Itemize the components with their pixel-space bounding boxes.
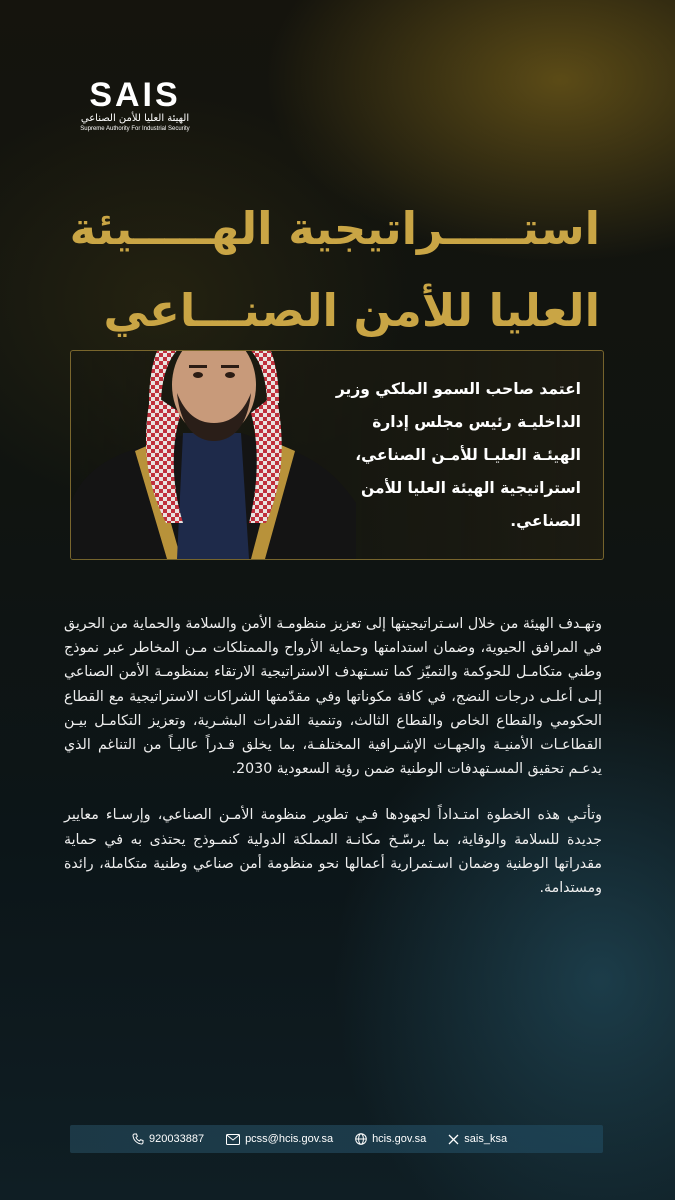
- body-paragraph-1: وتهـدف الهيئة من خلال اسـتراتيجيتها إلى تعزيز منظومـة الأمن والسلامة والحماية من الحريق في المرافق الحيوية، وضمان استدامتها وحماية الأرواح والممتلكات مـن المخاطر عبر نموذج وطني متكامـل للحوكمة والتميّز كما تسـتهدف الاستراتيجية الارتقاء بمنظومـة الأمن الصناعي إلـى أعلـى درجات النضج، في كافة مكوناتها وفي مقدّمتها الشراكات الاستراتيجية مع القطاع الحكومي والقطاع الخاص والقطاع الثالث، وتنمية القدرات البشـرية، وتعزيز التكامـل بيـن القطاعـات الأمنيـة والجهـات الإشـرافية المختلفـة، بما يخلق قـدراً عاليـاً من التناغم الذي يدعـم تحقيق المسـتهدفات الوطنية ضمن رؤية السعودية 2030.: [64, 616, 602, 778]
- phone-icon: [132, 1133, 144, 1145]
- email-icon: [226, 1134, 240, 1145]
- website-url: hcis.gov.sa: [372, 1133, 427, 1145]
- globe-icon: [355, 1133, 367, 1145]
- social-item[interactable]: [448, 1133, 507, 1145]
- announcement-card: [70, 350, 604, 560]
- logo-arabic-name: الهيئة العليا للأمن الصناعي: [80, 113, 190, 124]
- phone-number: 920033887: [149, 1133, 205, 1145]
- portrait-image: [71, 350, 356, 559]
- body-text: [64, 612, 602, 922]
- email-address: pcss@hcis.gov.sa: [245, 1133, 334, 1145]
- social-handle: sais_ksa: [464, 1133, 508, 1145]
- email-item[interactable]: [226, 1133, 333, 1145]
- title-line-2: العليا للأمن الصنـــاعي: [103, 284, 600, 337]
- sais-logo: [70, 76, 200, 134]
- x-icon: [448, 1134, 459, 1145]
- contact-footer: [70, 1125, 603, 1153]
- body-paragraph-2: وتأتـي هذه الخطوة امتـداداً لجهودها فـي تطوير منظومة الأمـن الصناعي، وإرسـاء معايير جديدة للسلامة والوقاية، بما يرسّـخ مكانـة المملكة الدولية كنمـوذج يحتذى به في حماية مقدراتها الوطنية وضمان اسـتمرارية أعمالها نحو منظومة أمن صناعي وطنية متكاملة، رائدة ومستدامة.: [64, 807, 602, 897]
- phone-item[interactable]: [132, 1133, 204, 1145]
- logo-abbr: SAIS: [89, 76, 181, 114]
- card-text: اعتمد صاحب السمو الملكي وزير الداخليـة رئيس مجلس إدارة الهيئـة العليـا للأمـن الصناعي، استراتيجية الهيئة العليا للأمن الصناعي.: [335, 380, 581, 530]
- website-item[interactable]: [355, 1133, 426, 1145]
- title-line-1: استـــــراتيجية الهـــــيئة: [69, 202, 600, 255]
- page-title: [60, 188, 600, 352]
- logo-english-name: Supreme Authority For Industrial Security: [80, 126, 190, 132]
